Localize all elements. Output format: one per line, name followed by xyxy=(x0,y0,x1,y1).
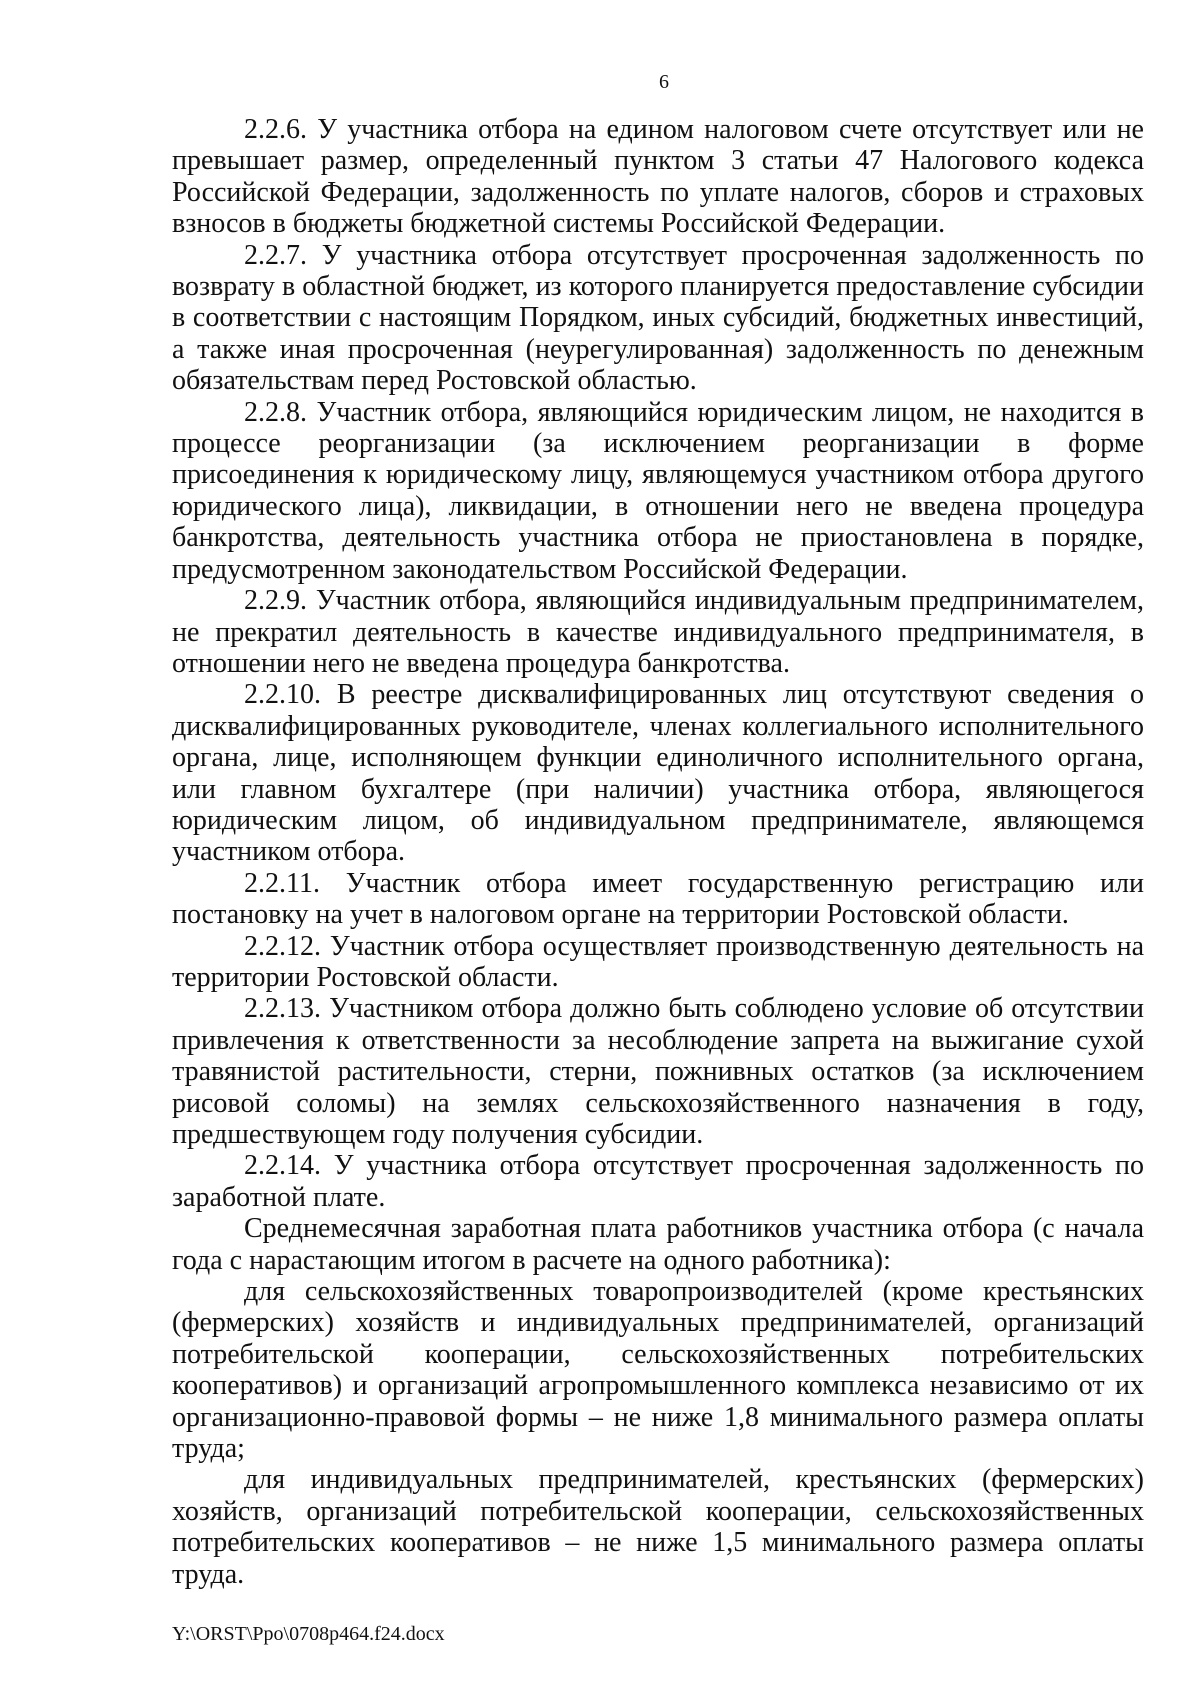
paragraph-salary-agri-producers: для сельскохозяйственных товаропроизводителей (кроме крестьянских (фермерских) хозяйств и индивидуальных предпринимателей, организаций потребительской кооперации, сельскохозяйственных потребительских кооперативов) и организаций агропромышленного комплекса независимо от их организационно-правовой формы – не ниже 1,8 минимального размера оплаты труда; xyxy=(172,1276,1144,1465)
paragraph-2-2-9: 2.2.9. Участник отбора, являющийся индивидуальным предпринимателем, не прекратил деятельность в качестве индивидуального предпринимателя, в отношении него не введена процедура банкротства. xyxy=(172,585,1144,679)
paragraph-salary-entrepreneurs: для индивидуальных предпринимателей, крестьянских (фермерских) хозяйств, организаций потребительской кооперации, сельскохозяйственных потребительских кооперативов – не ниже 1,5 минимального размера оплаты труда. xyxy=(172,1464,1144,1590)
paragraph-2-2-10: 2.2.10. В реестре дисквалифицированных лиц отсутствуют сведения о дисквалифицированных руководителе, членах коллегиального исполнительного органа, лице, исполняющем функции единоличного исполнительного органа, или главном бухгалтере (при наличии) участника отбора, являющегося юридическим лицом, об индивидуальном предпринимателе, являющемся участником отбора. xyxy=(172,679,1144,868)
paragraph-2-2-12: 2.2.12. Участник отбора осуществляет производственную деятельность на территории Ростовской области. xyxy=(172,930,1144,993)
paragraph-2-2-13: 2.2.13. Участником отбора должно быть соблюдено условие об отсутствии привлечения к ответственности за несоблюдение запрета на выжигание сухой травянистой растительности, стерни, пожнивных остатков (за исключением рисовой соломы) на землях сельскохозяйственного назначения в году, предшествующем году получения субсидии. xyxy=(172,993,1144,1150)
document-body xyxy=(172,114,1144,1590)
paragraph-2-2-8: 2.2.8. Участник отбора, являющийся юридическим лицом, не находится в процессе реорганизации (за исключением реорганизации в форме присоединения к юридическому лицу, являющемуся участником отбора другого юридического лица), ликвидации, в отношении него не введена процедура банкротства, деятельность участника отбора не приостановлена в порядке, предусмотренном законодательством Российской Федерации. xyxy=(172,396,1144,585)
footer-file-path: Y:\ORST\Ppo\0708p464.f24.docx xyxy=(172,1623,445,1645)
paragraph-2-2-6: 2.2.6. У участника отбора на едином налоговом счете отсутствует или не превышает размер, определенный пунктом 3 статьи 47 Налогового кодекса Российской Федерации, задолженность по уплате налогов, сборов и страховых взносов в бюджеты бюджетной системы Российской Федерации. xyxy=(172,114,1144,240)
paragraph-2-2-11: 2.2.11. Участник отбора имеет государственную регистрацию или постановку на учет в налоговом органе на территории Ростовской области. xyxy=(172,867,1144,931)
paragraph-2-2-7: 2.2.7. У участника отбора отсутствует просроченная задолженность по возврату в областной бюджет, из которого планируется предоставление субсидии в соответствии с настоящим Порядком, иных субсидий, бюджетных инвестиций, а также иная просроченная (неурегулированная) задолженность по денежным обязательствам перед Ростовской областью. xyxy=(172,239,1144,397)
page-number: 6 xyxy=(659,71,669,93)
paragraph-average-salary: Среднемесячная заработная плата работников участника отбора (с начала года с нарастающим итогом в расчете на одного работника): xyxy=(172,1213,1144,1276)
paragraph-2-2-14: 2.2.14. У участника отбора отсутствует просроченная задолженность по заработной плате. xyxy=(172,1150,1144,1213)
